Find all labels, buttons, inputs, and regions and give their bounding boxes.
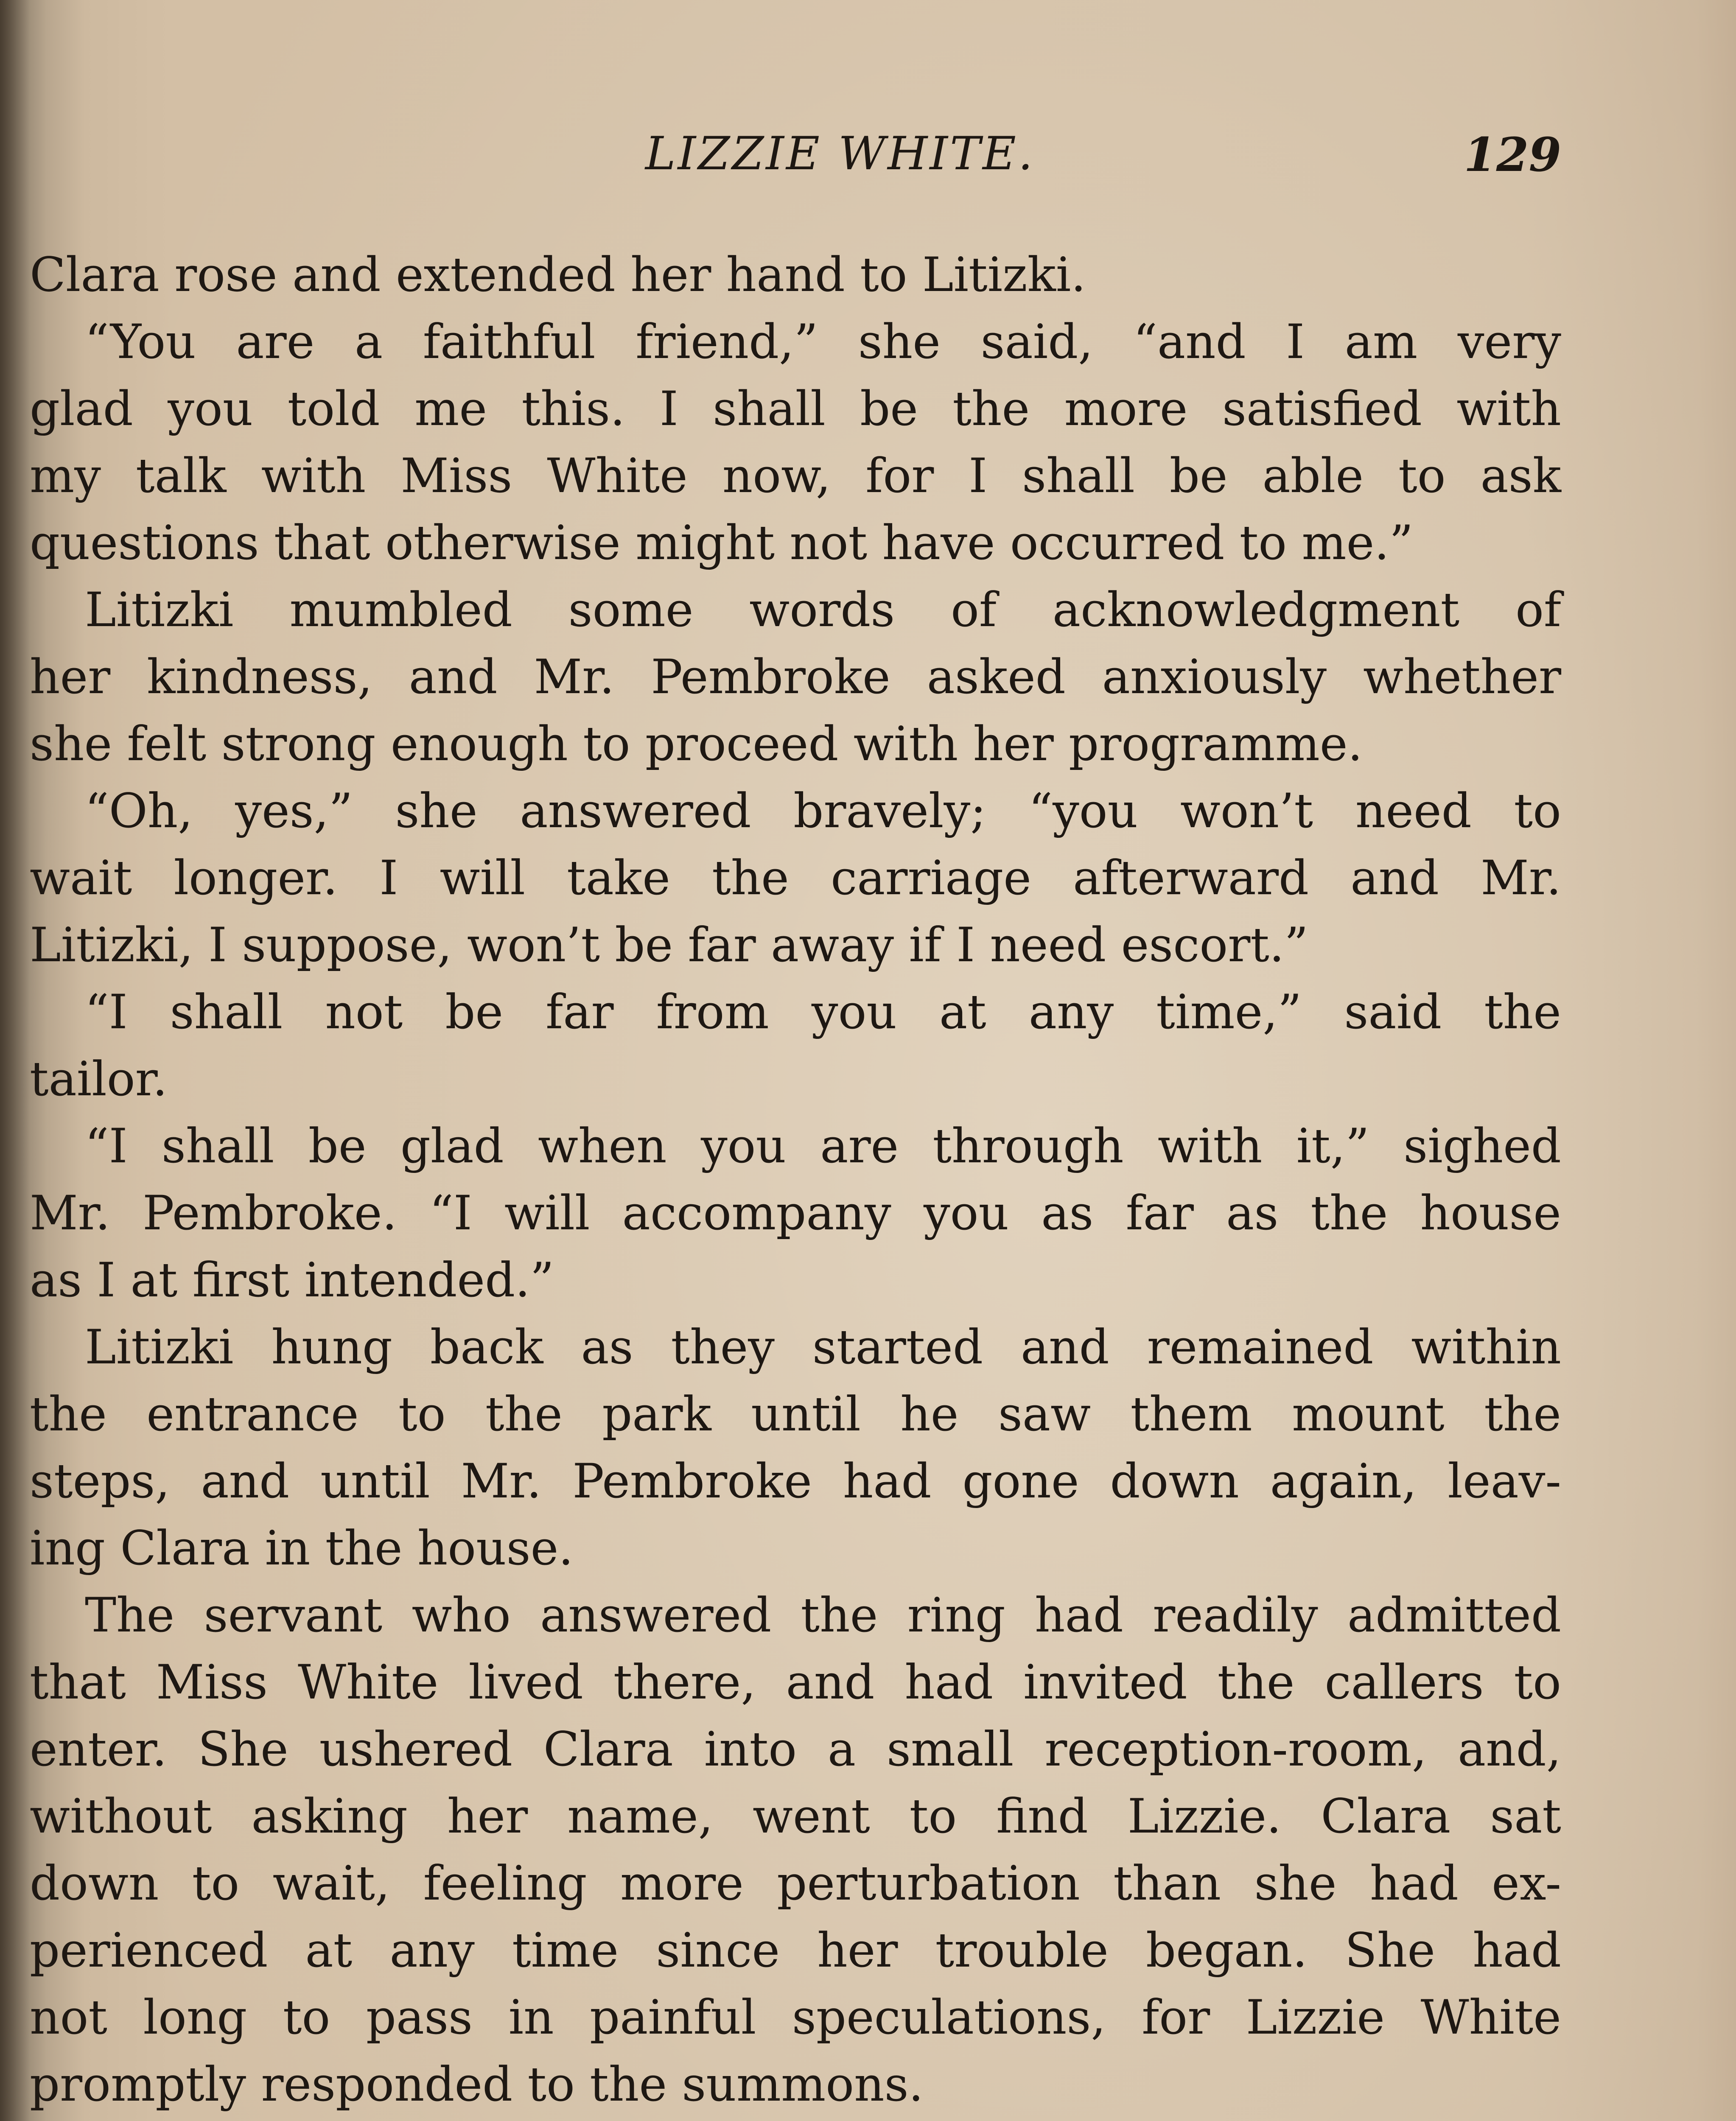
text-line: steps, and until Mr. Pembroke had gone down again, leav-	[30, 1454, 1561, 1509]
text-line: wait longer. I will take the carriage afterward and Mr.	[30, 851, 1561, 906]
text-line: The servant who answered the ring had readily admitted	[85, 1588, 1561, 1643]
text-line: my talk with Miss White now, for I shall be able to ask	[30, 449, 1561, 504]
text-line: glad you told me this. I shall be the more satisfied with	[30, 382, 1561, 437]
running-title: LIZZIE WHITE.	[645, 127, 1035, 180]
text-line: Litizki hung back as they started and remained within	[85, 1320, 1561, 1375]
running-head	[34, 127, 1561, 195]
text-line: she felt strong enough to proceed with her programme.	[30, 717, 1363, 772]
text-line: down to wait, feeling more perturbation than she had ex-	[30, 1856, 1561, 1911]
text-line: questions that otherwise might not have occurred to me.”	[30, 516, 1414, 571]
text-line: “I shall not be far from you at any time,” said the	[85, 985, 1561, 1040]
text-line: promptly responded to the summons.	[30, 2057, 924, 2112]
text-line: Litizki, I suppose, won’t be far away if I need escort.”	[30, 918, 1308, 973]
text-line: “Oh, yes,” she answered bravely; “you won’t need to	[85, 784, 1561, 839]
text-line: “I shall be glad when you are through with it,” sighed	[85, 1119, 1561, 1174]
text-line: enter. She ushered Clara into a small reception-room, and,	[30, 1722, 1561, 1777]
text-line: Litizki mumbled some words of acknowledgment of	[85, 583, 1561, 638]
text-line: “You are a faithful friend,” she said, “and I am very	[85, 315, 1561, 369]
text-line: perienced at any time since her trouble began. She had	[30, 1923, 1561, 1978]
text-line: Mr. Pembroke. “I will accompany you as far as the house	[30, 1186, 1561, 1241]
text-line: ing Clara in the house.	[30, 1521, 574, 1576]
text-line	[30, 2118, 1561, 2121]
text-line: her kindness, and Mr. Pembroke asked anxiously whether	[30, 650, 1561, 705]
text-line: without asking her name, went to find Lizzie. Clara sat	[30, 1789, 1561, 1844]
body-text	[30, 242, 1561, 2121]
text-line: tailor.	[30, 1052, 168, 1107]
text-line: that Miss White lived there, and had invited the callers to	[30, 1655, 1561, 1710]
page-number: 129	[1464, 127, 1561, 182]
text-line: not long to pass in painful speculations, for Lizzie White	[30, 1990, 1561, 2045]
text-line: Clara rose and extended her hand to Litizki.	[30, 248, 1086, 302]
text-line: the entrance to the park until he saw them mount the	[30, 1387, 1561, 1442]
text-line: as I at first intended.”	[30, 1253, 554, 1308]
gutter-shadow	[0, 0, 30, 2121]
